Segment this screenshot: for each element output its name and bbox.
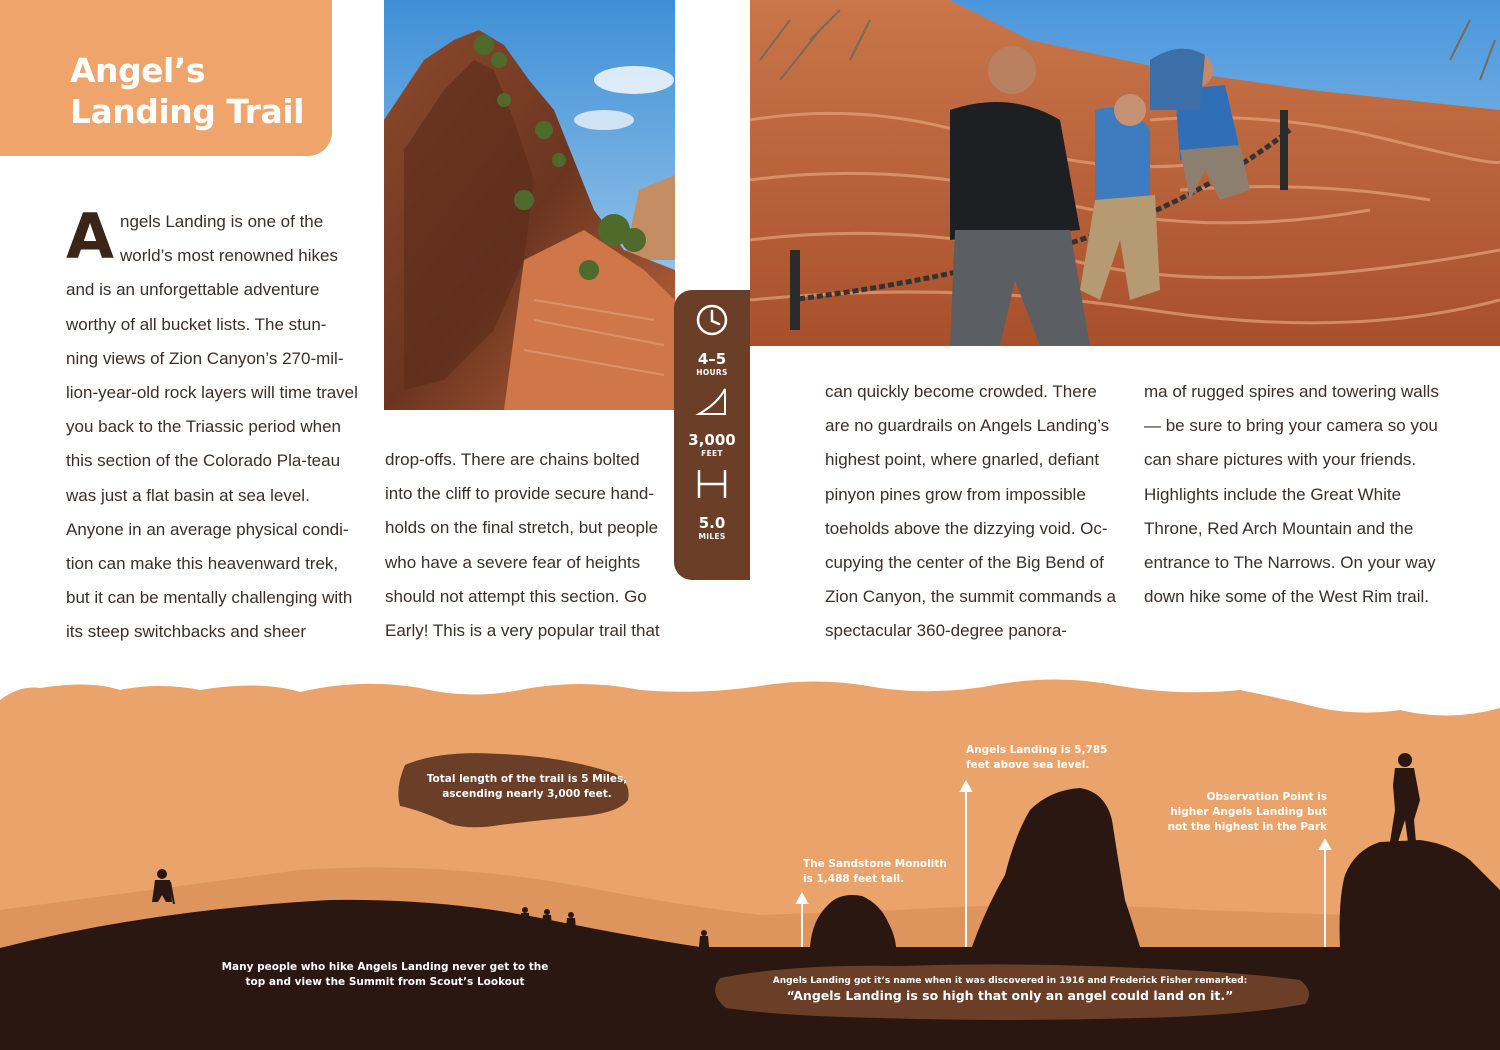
elevation-value: 3,000 <box>688 431 736 449</box>
trail-length-note: Total length of the trail is 5 Miles, ascending nearly 3,000 feet. <box>426 773 628 800</box>
trail-stats-panel <box>674 290 750 580</box>
elevation-icon <box>694 383 730 419</box>
body-column-1 <box>66 200 358 650</box>
elevation-unit: FEET <box>701 449 723 458</box>
hikers-photo <box>750 0 1500 346</box>
angel-quote: “Angels Landing is so high that only an angel could land on it.” <box>786 988 1234 1003</box>
monolith-note: The Sandstone Monolith is 1,488 feet tall. <box>803 858 947 885</box>
body-column-3: can quickly become crowded. There are no guardrails on Angels Landing’s highest point, where gnarled, defiant pinyon pines grow from impossible toeholds above the dizzying void. Oc-cupying the center of the Big Bend of Zion Canyon, the summit commands a spectacular 360-degree panora- <box>825 382 1117 641</box>
body-text-1: ngels Landing is one of the world’s most renowned hikes and is an unforgettable adventure worthy of all bucket lists. The stun-ning views of Zion Canyon’s 270-mil-lion-year-old rock layers will time travel you back to the Triassic period when this section of the Colorado Pla-teau was just a flat basin at sea level. Anyone in an average physical condi-tion can make this heavenward trek, but it can be mentally challenging with its steep switchbacks and sheer <box>66 212 358 642</box>
spire-photo <box>384 0 675 410</box>
title-line-1: Angel’s <box>70 51 206 90</box>
body-column-4: ma of rugged spires and towering walls — be sure to bring your camera so you can share pictures with your friends. Highlights include the Great White Throne, Red Arch Mountain and the entrance to The Narrows. On your way down hike some of the West Rim trail. <box>1144 382 1439 607</box>
name-origin-note: Angels Landing got it’s name when it was discovered in 1916 and Frederick Fisher remarked: <box>772 976 1248 986</box>
distance-unit: MILES <box>698 532 726 541</box>
distance-value: 5.0 <box>698 514 726 532</box>
body-column-2: drop-offs. There are chains bolted into the cliff to provide secure hand-holds on the final stretch, but people who have a severe fear of heights should not attempt this section. Go Early! This is a very popular trail that <box>385 450 660 641</box>
page-title <box>70 50 330 132</box>
time-value: 4–5 <box>697 350 727 368</box>
angels-height-note: Angels Landing is 5,785 feet above sea level. <box>966 744 1108 771</box>
landscape-infographic <box>0 660 1500 1050</box>
time-unit: HOURS <box>696 368 728 377</box>
title-line-2: Landing Trail <box>70 92 304 131</box>
distance-icon <box>694 466 730 502</box>
scouts-lookout-note: Many people who hike Angels Landing never get to the top and view the Summit from Scout’s Lookout <box>221 961 549 988</box>
observation-point-note: Observation Point is higher Angels Landing but not the highest in the Park <box>1167 791 1327 833</box>
title-banner <box>0 0 332 156</box>
drop-cap: A <box>66 200 114 273</box>
clock-icon <box>694 302 730 338</box>
